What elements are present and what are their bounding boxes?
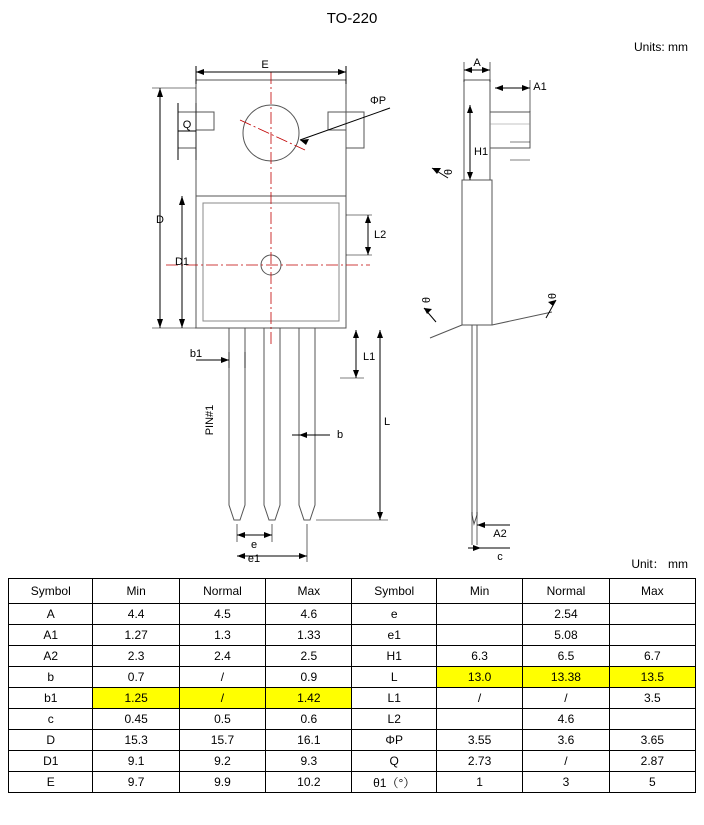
value-cell — [609, 604, 695, 625]
symbol-cell: Q — [352, 751, 436, 772]
value-cell — [436, 709, 522, 730]
svg-text:θ: θ — [547, 292, 559, 300]
value-cell: 2.5 — [266, 646, 352, 667]
value-cell: 1.3 — [179, 625, 265, 646]
value-cell: 15.3 — [93, 730, 179, 751]
value-cell: / — [179, 688, 265, 709]
value-cell: 13.0 — [436, 667, 522, 688]
table-row — [9, 730, 696, 751]
svg-text:A: A — [473, 57, 481, 69]
symbol-cell: D — [9, 730, 93, 751]
value-cell: 1.33 — [266, 625, 352, 646]
svg-text:c: c — [497, 551, 503, 563]
symbol-cell: ΦP — [352, 730, 436, 751]
table-row — [9, 667, 696, 688]
svg-text:b: b — [336, 429, 344, 441]
value-cell: 13.5 — [609, 667, 695, 688]
svg-text:e1: e1 — [247, 553, 261, 565]
value-cell: 4.4 — [93, 604, 179, 625]
column-header: Max — [266, 579, 352, 604]
value-cell: 9.3 — [266, 751, 352, 772]
value-cell: 3.5 — [609, 688, 695, 709]
value-cell: 3 — [523, 772, 609, 793]
value-cell: 16.1 — [266, 730, 352, 751]
value-cell: 3.65 — [609, 730, 695, 751]
svg-text:PIN#1: PIN#1 — [204, 404, 216, 436]
svg-text:Q: Q — [182, 119, 192, 131]
svg-text:L2: L2 — [374, 229, 387, 241]
value-cell: 2.73 — [436, 751, 522, 772]
value-cell: 6.5 — [523, 646, 609, 667]
symbol-cell: D1 — [9, 751, 93, 772]
value-cell: 4.6 — [523, 709, 609, 730]
svg-text:H1: H1 — [474, 146, 489, 158]
symbol-cell: θ1（°） — [352, 772, 436, 793]
value-cell: 0.5 — [179, 709, 265, 730]
value-cell: 2.87 — [609, 751, 695, 772]
value-cell: 0.6 — [266, 709, 352, 730]
svg-text:e: e — [250, 539, 258, 551]
symbol-cell: H1 — [352, 646, 436, 667]
column-header: Symbol — [352, 579, 436, 604]
page-title: TO-220 — [326, 10, 378, 27]
symbol-cell: A2 — [9, 646, 93, 667]
symbol-cell: b1 — [9, 688, 93, 709]
value-cell: 5.08 — [523, 625, 609, 646]
value-cell: 6.7 — [609, 646, 695, 667]
symbol-cell: L1 — [352, 688, 436, 709]
units-note-bottom: Unit： mm — [631, 557, 688, 571]
column-header: Normal — [523, 579, 609, 604]
svg-text:A2: A2 — [493, 528, 507, 540]
value-cell: / — [179, 667, 265, 688]
symbol-cell: E — [9, 772, 93, 793]
value-cell: 9.2 — [179, 751, 265, 772]
value-cell: 6.3 — [436, 646, 522, 667]
svg-text:L1: L1 — [363, 351, 376, 363]
value-cell: / — [523, 751, 609, 772]
svg-text:A1: A1 — [533, 81, 547, 93]
value-cell: 4.6 — [266, 604, 352, 625]
svg-text:b1: b1 — [189, 348, 203, 360]
value-cell: 9.7 — [93, 772, 179, 793]
value-cell: 13.38 — [523, 667, 609, 688]
value-cell: 0.7 — [93, 667, 179, 688]
value-cell: 5 — [609, 772, 695, 793]
table-row — [9, 646, 696, 667]
svg-text:E: E — [261, 59, 269, 71]
symbol-cell: A — [9, 604, 93, 625]
value-cell: 4.5 — [179, 604, 265, 625]
dimension-table — [8, 578, 696, 793]
svg-text:θ: θ — [443, 168, 455, 176]
table-row — [9, 772, 696, 793]
column-header: Symbol — [9, 579, 93, 604]
value-cell: 10.2 — [266, 772, 352, 793]
table-row — [9, 751, 696, 772]
symbol-cell: L — [352, 667, 436, 688]
value-cell: 1.42 — [266, 688, 352, 709]
symbol-cell: A1 — [9, 625, 93, 646]
value-cell: 9.1 — [93, 751, 179, 772]
value-cell: 2.4 — [179, 646, 265, 667]
table-row — [9, 709, 696, 730]
svg-text:θ: θ — [421, 296, 433, 304]
value-cell — [609, 709, 695, 730]
svg-text:D1: D1 — [174, 256, 190, 268]
value-cell — [609, 625, 695, 646]
value-cell: 3.55 — [436, 730, 522, 751]
table-row — [9, 688, 696, 709]
value-cell: 0.9 — [266, 667, 352, 688]
units-note-top: Units: mm — [634, 40, 688, 54]
svg-text:D: D — [156, 214, 164, 226]
symbol-cell: c — [9, 709, 93, 730]
symbol-cell: e1 — [352, 625, 436, 646]
symbol-cell: e — [352, 604, 436, 625]
table-header-row — [9, 579, 696, 604]
value-cell: 1.27 — [93, 625, 179, 646]
value-cell: 2.54 — [523, 604, 609, 625]
value-cell: 15.7 — [179, 730, 265, 751]
table-row — [9, 604, 696, 625]
value-cell: 0.45 — [93, 709, 179, 730]
value-cell: 1.25 — [93, 688, 179, 709]
value-cell: 9.9 — [179, 772, 265, 793]
svg-text:L: L — [384, 416, 391, 428]
column-header: Normal — [179, 579, 265, 604]
svg-text:ΦP: ΦP — [369, 95, 387, 107]
value-cell: 3.6 — [523, 730, 609, 751]
value-cell: / — [523, 688, 609, 709]
table-row — [9, 625, 696, 646]
value-cell: 2.3 — [93, 646, 179, 667]
value-cell — [436, 625, 522, 646]
value-cell: 1 — [436, 772, 522, 793]
column-header: Min — [93, 579, 179, 604]
value-cell: / — [436, 688, 522, 709]
column-header: Min — [436, 579, 522, 604]
symbol-cell: L2 — [352, 709, 436, 730]
column-header: Max — [609, 579, 695, 604]
symbol-cell: b — [9, 667, 93, 688]
value-cell — [436, 604, 522, 625]
